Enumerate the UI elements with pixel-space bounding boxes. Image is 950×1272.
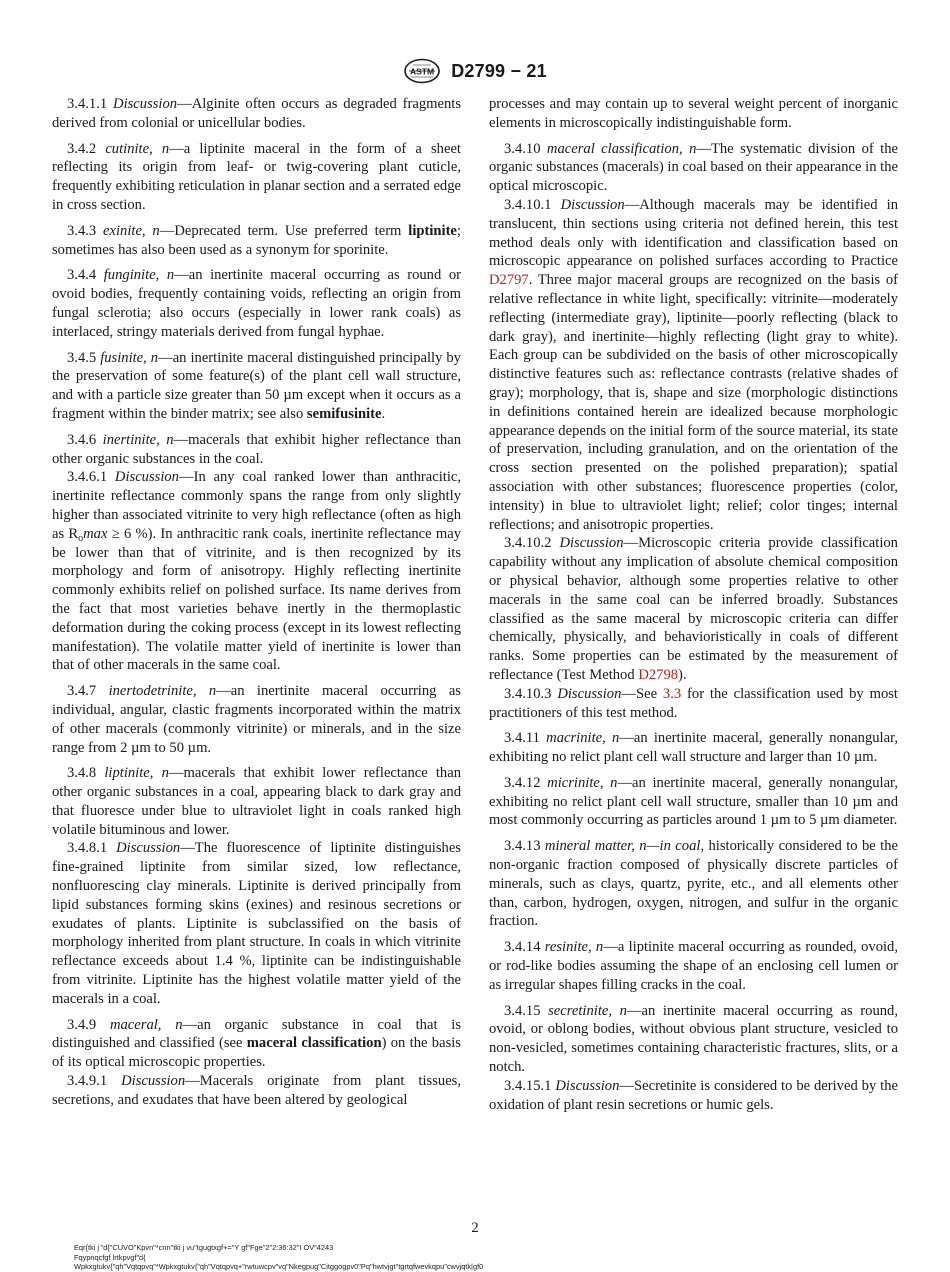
footer-line-3: Wpkxgtukv{"qh"Vqtqpvq"*Wpkxgtukv{"qh"Vqtqpvq+"rwtuwcpv"vq"Nkegpug"Citggogpv0"Pq"hwtvjgt"tgrtqfwevkqpu"cwvjqtk|gf0 [74, 1262, 484, 1272]
left-column [52, 95, 461, 1110]
paragraph-3-4-10-2: 3.4.10.2 Discussion—Microscopic criteria provide classification capability without any implication of absolute chemical composition or physical behavior, although some properties relative to other macerals in the same coal can be inferred broadly. Substances classified as the same maceral by microscopic criteria can differ chemically, physically, and behavioristically in coals of different ranks. Some properties can be estimated by the measurement of reflectance (Test Method D2798). [489, 535, 898, 683]
document-id: D2799 − 21 [451, 60, 547, 81]
paragraph-3-4-15: 3.4.15 secretinite, n—an inertinite maceral occurring as round, ovoid, or oblong bodies, without obvious plant structure, vesicled to non-vesicled, sometimes containing characteristic fractures, slits, or a notch. [489, 1002, 898, 1076]
paragraph-3-4-8-1: 3.4.8.1 Discussion—The fluorescence of liptinite distinguishes fine-grained liptinite from similar sized, low reflectance, nonfluorescing clay minerals. Liptinite is derived principally from lipid substances forming skins (exines) and resinous secretions or exudates of plants. Liptinite is subclassified on the basis of morphology inherited from plant structure. In coals in which vitrinite reflectance exceeds about 1.4 %, liptinite can be indistinguishable from vitrinite. Liptinite has the highest volatile matter yield of the macerals in a coal. [52, 840, 461, 1007]
paragraph-3-4-9: 3.4.9 maceral, n—an organic substance in coal that is distinguished and classified (see maceral classification) on the basis of its optical microscopic properties. [52, 1016, 461, 1071]
page-number: 2 [471, 1220, 479, 1236]
paragraph-3-4-11: 3.4.11 macrinite, n—an inertinite maceral, generally nonangular, exhibiting no relict plant cell wall structure and larger than 10 µm. [489, 730, 898, 766]
right-column [489, 95, 898, 1114]
footer-line-2: Fqypnqcfgf lrtkpvgf"d{ [74, 1252, 146, 1262]
footer-line-1: Eqr{tki j "d{"CUVO"Kpvn"*cnn"tki j vu"tgugtxgf+="Y gf"Fge"2"2:36:32"I OV"4243 [74, 1243, 334, 1252]
paragraph-3-4-1-1: 3.4.1.1 Discussion—Alginite often occurs as degraded fragments derived from colonial or unicellular bodies. [52, 96, 461, 131]
link-section-3-3[interactable]: 3.3 [662, 685, 682, 702]
paragraph-3-4-12: 3.4.12 micrinite, n—an inertinite maceral, generally nonangular, exhibiting no relict plant cell wall structure, smaller than 10 µm and most commonly occurring as particles around 1 µm to 5 µm diameter. [489, 774, 898, 829]
paragraph-3-4-3: 3.4.3 exinite, n—Deprecated term. Use preferred term liptinite; sometimes has also been used as a synonym for sporinite. [52, 222, 461, 258]
paragraph-3-4-9-1-continued: processes and may contain up to several weight percent of inorganic elements in microscopically indistinguishable form. [489, 96, 898, 131]
paragraph-3-4-5: 3.4.5 fusinite, n—an inertinite maceral distinguished principally by the preservation of some feature(s) of the plant cell wall structure, and with a particle size greater than 50 µm except when it occurs as a fragment within the binder matrix; see also semifusinite. [52, 349, 461, 422]
link-d2797[interactable]: D2797 [489, 272, 529, 289]
astm-logo-icon [403, 58, 441, 84]
paragraph-3-4-10-3: 3.4.10.3 Discussion—See 3.3 for the classification used by most practitioners of this test method. [489, 685, 898, 721]
paragraph-3-4-13: 3.4.13 mineral matter, n—in coal, historically considered to be the non-organic fraction composed of physically discrete particles of minerals, such as clays, quartz, pyrite, etc., and all elements other than, carbon, hydrogen, oxygen, nitrogen, and sulfur in the organic fraction. [489, 838, 898, 930]
paragraph-3-4-8: 3.4.8 liptinite, n—macerals that exhibit lower reflectance than other organic substances in a coal, appearing black to dark gray and that fluoresce under blue to ultraviolet light in coals ranked high volatile bituminous and lower. [52, 765, 462, 838]
paragraph-3-4-7: 3.4.7 inertodetrinite, n—an inertinite maceral occurring as individual, angular, clastic fragments incorporated within the matrix of other macerals (commonly vitrinite) or minerals, and in the size range from 2 µm to 50 µm. [52, 683, 461, 756]
paragraph-3-4-4: 3.4.4 funginite, n—an inertinite maceral occurring as round or ovoid bodies, frequently containing voids, reflecting an origin from fungal sclerotia; also occurs (especially in lower rank coals) as interlaced, stringy materials derived from fungal hyphae. [52, 267, 461, 340]
paragraph-3-4-10: 3.4.10 maceral classification, n—The systematic division of the organic substances (macerals) in coal based on their appearance in the optical microscopic. [489, 140, 898, 195]
paragraph-3-4-15-1: 3.4.15.1 Discussion—Secretinite is considered to be derived by the oxidation of plant resin secretions or humic gels. [489, 1077, 898, 1113]
paragraph-3-4-6: 3.4.6 inertinite, n—macerals that exhibit higher reflectance than other organic substances in the coal. [52, 431, 461, 467]
page-header [0, 58, 950, 84]
copyright-footer [74, 1243, 483, 1272]
paragraph-3-4-2: 3.4.2 cutinite, n—a liptinite maceral in the form of a sheet reflecting its origin from leaf- or twig-covering plant cuticle, frequently exhibiting reticulation in planar section and a serrated edge in cross section. [52, 140, 461, 213]
paragraph-3-4-9-1: 3.4.9.1 Discussion—Macerals originate from plant tissues, secretions, and exudates that have been altered by geological [52, 1073, 461, 1108]
paragraph-3-4-10-1: 3.4.10.1 Discussion—Although macerals may be identified in translucent, thin sections using criteria not defined herein, this test method deals only with identification and classification based on microscopic appearance on polished surfaces according to Practice D2797. Three major maceral groups are recognized on the basis of relative reflectance in white light, specifically: vitrinite—moderately reflecting (intermediate gray), liptinite—poorly reflecting (black to dark gray), and inertinite—highly reflecting (light gray to white). Each group can be subdivided on the basis of other microscopically distinctive features such as: reflectance contrasts (relative shades of gray); morphology, that is, shape and size (morphologic distinctions in definitions contained herein are idealized because morphologic appearance depends on the initial form of the source material, its state of preservation, including granulation, and on the orientation of the cross section presented on the polished preparation); spatial association with other substances; fluorescence properties (color, intensity) in blue to ultraviolet light; relief; color tinges; internal reflections; and anisotropic properties. [489, 196, 898, 533]
link-d2798[interactable]: D2798 [638, 666, 679, 683]
paragraph-3-4-14: 3.4.14 resinite, n—a liptinite maceral occurring as rounded, ovoid, or rod-like bodies assuming the shape of an enclosing cell lumen or as irregular shapes filling cracks in the coal. [489, 939, 898, 993]
svg-text:ASTM: ASTM [410, 66, 435, 77]
paragraph-3-4-6-1: 3.4.6.1 Discussion—In any coal ranked lower than anthracitic, inertinite reflectance commonly spans the range from only slightly higher than associated vitrinite to very high reflectance (often as high as $R_o\max \ge 6$ %). In anthracitic rank coals, inertinite reflectance may be lower than that of vitrinite, and is then recognized by its morphology and form of anisotropy. Highly reflecting inertinite commonly exhibits relief on polished surface. Its name derives from the fact that most varieties behave inertly in the thermoplastic deformation during the coking process (except in its lowest reflecting manifestation). The volatile matter yield of inertinite is lower than that of other macerals in the same coal. [52, 469, 462, 674]
